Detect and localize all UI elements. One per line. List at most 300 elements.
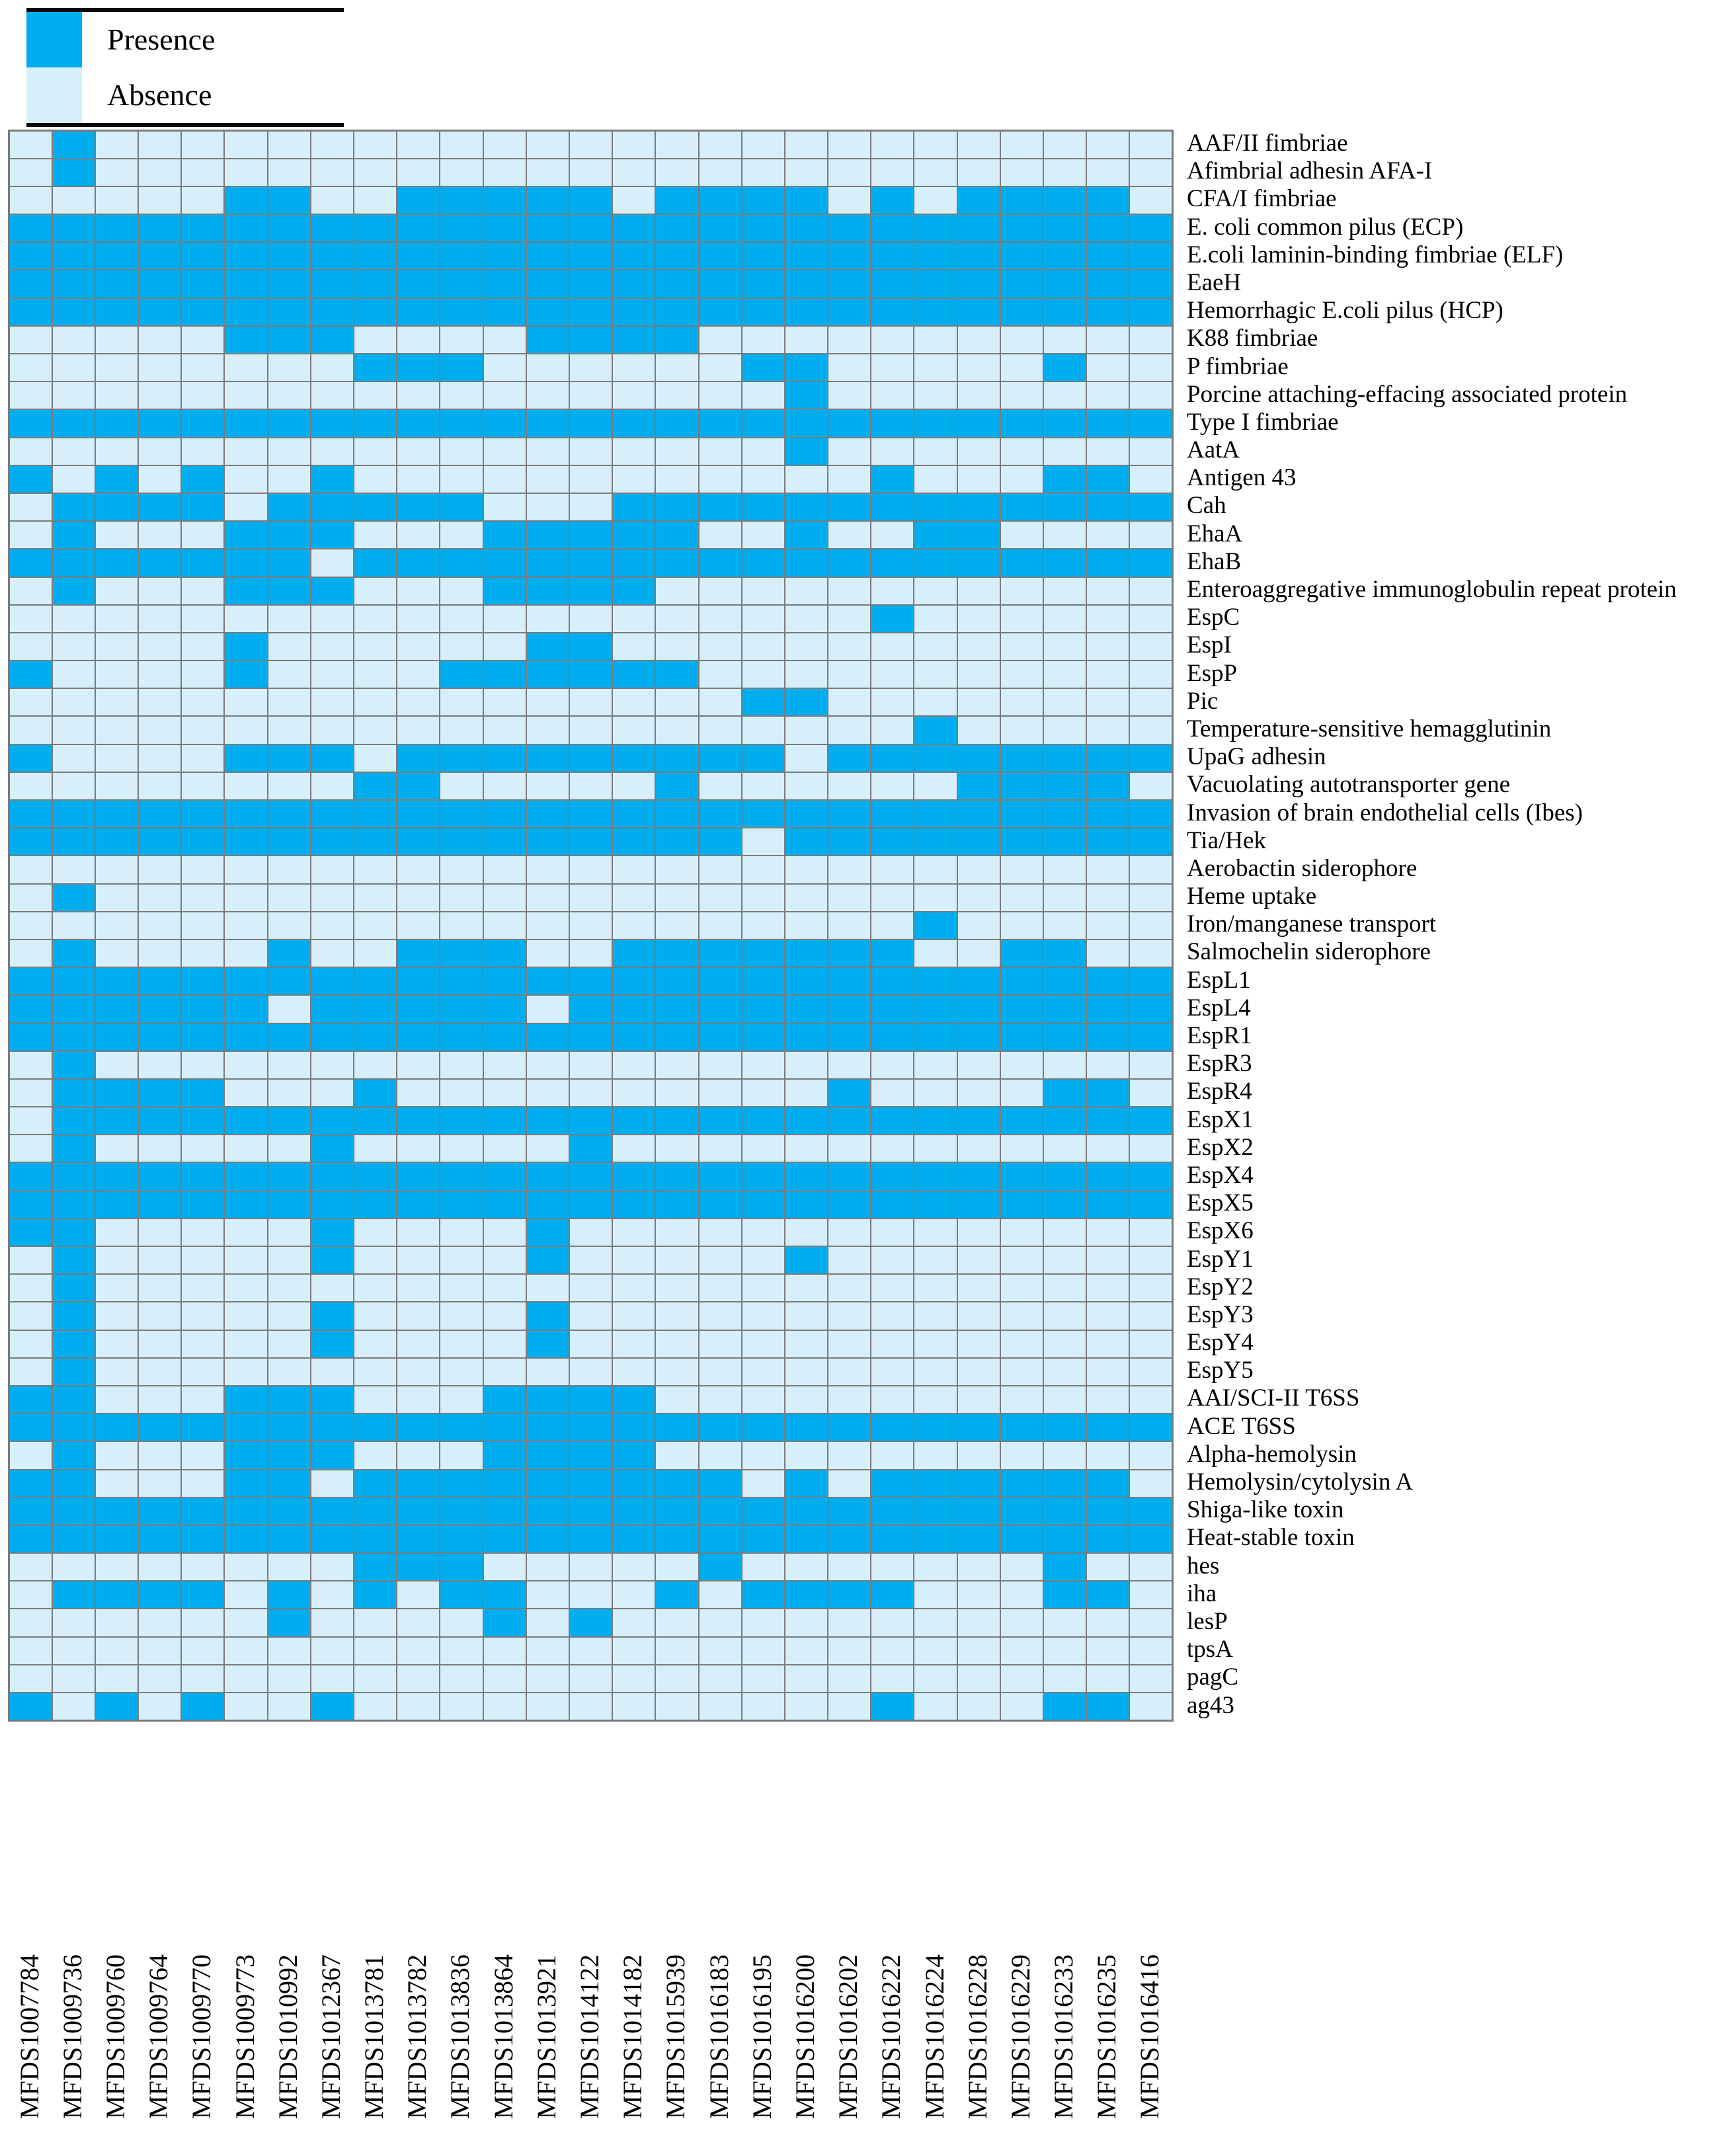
heatmap-cell[interactable] xyxy=(699,549,742,577)
heatmap-cell[interactable] xyxy=(742,967,785,995)
heatmap-cell[interactable] xyxy=(181,270,224,298)
heatmap-cell[interactable] xyxy=(612,1386,655,1414)
heatmap-cell[interactable] xyxy=(914,1665,957,1693)
heatmap-cell[interactable] xyxy=(1043,912,1086,939)
heatmap-cell[interactable] xyxy=(957,354,1000,381)
heatmap-cell[interactable] xyxy=(612,1441,655,1469)
heatmap-cell[interactable] xyxy=(52,939,95,967)
heatmap-cell[interactable] xyxy=(9,939,52,967)
heatmap-cell[interactable] xyxy=(138,493,181,521)
heatmap-cell[interactable] xyxy=(957,744,1000,772)
heatmap-cell[interactable] xyxy=(569,856,612,883)
heatmap-cell[interactable] xyxy=(95,1162,138,1190)
heatmap-cell[interactable] xyxy=(785,465,828,493)
heatmap-cell[interactable] xyxy=(914,1637,957,1665)
heatmap-cell[interactable] xyxy=(526,354,569,381)
heatmap-cell[interactable] xyxy=(95,995,138,1023)
heatmap-cell[interactable] xyxy=(224,1693,267,1720)
heatmap-cell[interactable] xyxy=(742,214,785,242)
heatmap-cell[interactable] xyxy=(1000,1107,1043,1135)
heatmap-cell[interactable] xyxy=(1086,884,1129,912)
heatmap-cell[interactable] xyxy=(957,1386,1000,1414)
heatmap-cell[interactable] xyxy=(483,660,526,688)
heatmap-cell[interactable] xyxy=(569,493,612,521)
heatmap-cell[interactable] xyxy=(828,633,871,660)
heatmap-cell[interactable] xyxy=(526,716,569,744)
heatmap-cell[interactable] xyxy=(181,1302,224,1330)
heatmap-cell[interactable] xyxy=(785,577,828,605)
heatmap-cell[interactable] xyxy=(699,1581,742,1609)
heatmap-cell[interactable] xyxy=(311,967,354,995)
heatmap-cell[interactable] xyxy=(1086,465,1129,493)
heatmap-cell[interactable] xyxy=(95,549,138,577)
heatmap-cell[interactable] xyxy=(311,1107,354,1135)
heatmap-cell[interactable] xyxy=(397,1218,440,1246)
heatmap-cell[interactable] xyxy=(1129,242,1172,270)
heatmap-cell[interactable] xyxy=(397,381,440,409)
heatmap-cell[interactable] xyxy=(52,131,95,159)
heatmap-cell[interactable] xyxy=(655,1330,698,1358)
heatmap-cell[interactable] xyxy=(138,1386,181,1414)
heatmap-cell[interactable] xyxy=(742,772,785,800)
heatmap-cell[interactable] xyxy=(354,1441,397,1469)
heatmap-cell[interactable] xyxy=(871,438,914,465)
heatmap-cell[interactable] xyxy=(699,438,742,465)
heatmap-cell[interactable] xyxy=(138,605,181,633)
heatmap-cell[interactable] xyxy=(483,270,526,298)
heatmap-cell[interactable] xyxy=(612,186,655,214)
heatmap-cell[interactable] xyxy=(785,1665,828,1693)
heatmap-cell[interactable] xyxy=(354,772,397,800)
heatmap-cell[interactable] xyxy=(569,465,612,493)
heatmap-cell[interactable] xyxy=(655,884,698,912)
heatmap-cell[interactable] xyxy=(9,828,52,856)
heatmap-cell[interactable] xyxy=(224,1637,267,1665)
heatmap-cell[interactable] xyxy=(699,1162,742,1190)
heatmap-cell[interactable] xyxy=(1129,605,1172,633)
heatmap-cell[interactable] xyxy=(311,1330,354,1358)
heatmap-cell[interactable] xyxy=(1043,1665,1086,1693)
heatmap-cell[interactable] xyxy=(569,1162,612,1190)
heatmap-cell[interactable] xyxy=(1000,939,1043,967)
heatmap-cell[interactable] xyxy=(785,326,828,354)
heatmap-cell[interactable] xyxy=(95,1609,138,1636)
heatmap-cell[interactable] xyxy=(224,438,267,465)
heatmap-cell[interactable] xyxy=(785,521,828,549)
heatmap-cell[interactable] xyxy=(957,856,1000,883)
heatmap-cell[interactable] xyxy=(483,1637,526,1665)
heatmap-cell[interactable] xyxy=(1000,326,1043,354)
heatmap-cell[interactable] xyxy=(569,1441,612,1469)
heatmap-cell[interactable] xyxy=(268,995,311,1023)
heatmap-cell[interactable] xyxy=(138,159,181,186)
heatmap-cell[interactable] xyxy=(699,688,742,716)
heatmap-cell[interactable] xyxy=(224,1665,267,1693)
heatmap-cell[interactable] xyxy=(871,1358,914,1386)
heatmap-cell[interactable] xyxy=(397,605,440,633)
heatmap-cell[interactable] xyxy=(612,605,655,633)
heatmap-cell[interactable] xyxy=(268,1386,311,1414)
heatmap-cell[interactable] xyxy=(9,214,52,242)
heatmap-cell[interactable] xyxy=(52,521,95,549)
heatmap-cell[interactable] xyxy=(268,688,311,716)
heatmap-cell[interactable] xyxy=(914,1693,957,1720)
heatmap-cell[interactable] xyxy=(742,605,785,633)
heatmap-cell[interactable] xyxy=(1043,549,1086,577)
heatmap-cell[interactable] xyxy=(440,1302,483,1330)
heatmap-cell[interactable] xyxy=(1043,465,1086,493)
heatmap-cell[interactable] xyxy=(483,326,526,354)
heatmap-cell[interactable] xyxy=(655,605,698,633)
heatmap-cell[interactable] xyxy=(224,1302,267,1330)
heatmap-cell[interactable] xyxy=(181,1525,224,1553)
heatmap-cell[interactable] xyxy=(914,688,957,716)
heatmap-cell[interactable] xyxy=(311,1274,354,1302)
heatmap-cell[interactable] xyxy=(440,1609,483,1636)
heatmap-cell[interactable] xyxy=(138,1441,181,1469)
heatmap-cell[interactable] xyxy=(742,1441,785,1469)
heatmap-cell[interactable] xyxy=(1000,242,1043,270)
heatmap-cell[interactable] xyxy=(526,939,569,967)
heatmap-cell[interactable] xyxy=(181,1191,224,1218)
heatmap-cell[interactable] xyxy=(268,1637,311,1665)
heatmap-cell[interactable] xyxy=(569,1693,612,1720)
heatmap-cell[interactable] xyxy=(311,1246,354,1274)
heatmap-cell[interactable] xyxy=(1129,1274,1172,1302)
heatmap-cell[interactable] xyxy=(526,1162,569,1190)
heatmap-cell[interactable] xyxy=(95,744,138,772)
heatmap-cell[interactable] xyxy=(268,1218,311,1246)
heatmap-cell[interactable] xyxy=(224,995,267,1023)
heatmap-cell[interactable] xyxy=(957,1191,1000,1218)
heatmap-cell[interactable] xyxy=(828,354,871,381)
heatmap-cell[interactable] xyxy=(785,995,828,1023)
heatmap-cell[interactable] xyxy=(1043,856,1086,883)
heatmap-cell[interactable] xyxy=(612,1665,655,1693)
heatmap-cell[interactable] xyxy=(483,381,526,409)
heatmap-cell[interactable] xyxy=(52,270,95,298)
heatmap-cell[interactable] xyxy=(699,1107,742,1135)
heatmap-cell[interactable] xyxy=(1086,800,1129,828)
heatmap-cell[interactable] xyxy=(612,1358,655,1386)
heatmap-cell[interactable] xyxy=(742,660,785,688)
heatmap-cell[interactable] xyxy=(742,1581,785,1609)
heatmap-cell[interactable] xyxy=(397,800,440,828)
heatmap-cell[interactable] xyxy=(699,1051,742,1079)
heatmap-cell[interactable] xyxy=(1129,298,1172,326)
heatmap-cell[interactable] xyxy=(742,1135,785,1162)
heatmap-cell[interactable] xyxy=(224,1497,267,1525)
heatmap-cell[interactable] xyxy=(1086,912,1129,939)
heatmap-cell[interactable] xyxy=(526,884,569,912)
heatmap-cell[interactable] xyxy=(1129,1051,1172,1079)
heatmap-cell[interactable] xyxy=(95,884,138,912)
heatmap-cell[interactable] xyxy=(569,1051,612,1079)
heatmap-cell[interactable] xyxy=(52,633,95,660)
heatmap-cell[interactable] xyxy=(397,744,440,772)
heatmap-cell[interactable] xyxy=(268,1609,311,1636)
heatmap-cell[interactable] xyxy=(181,1135,224,1162)
heatmap-cell[interactable] xyxy=(397,1051,440,1079)
heatmap-cell[interactable] xyxy=(397,186,440,214)
heatmap-cell[interactable] xyxy=(9,1358,52,1386)
heatmap-cell[interactable] xyxy=(224,298,267,326)
heatmap-cell[interactable] xyxy=(699,186,742,214)
heatmap-cell[interactable] xyxy=(1086,1358,1129,1386)
heatmap-cell[interactable] xyxy=(95,1191,138,1218)
heatmap-cell[interactable] xyxy=(397,1246,440,1274)
heatmap-cell[interactable] xyxy=(742,884,785,912)
heatmap-cell[interactable] xyxy=(1129,884,1172,912)
heatmap-cell[interactable] xyxy=(1043,1051,1086,1079)
heatmap-cell[interactable] xyxy=(785,1330,828,1358)
heatmap-cell[interactable] xyxy=(957,1135,1000,1162)
heatmap-cell[interactable] xyxy=(138,1079,181,1107)
heatmap-cell[interactable] xyxy=(1000,1581,1043,1609)
heatmap-cell[interactable] xyxy=(785,1525,828,1553)
heatmap-cell[interactable] xyxy=(440,242,483,270)
heatmap-cell[interactable] xyxy=(1129,772,1172,800)
heatmap-cell[interactable] xyxy=(181,716,224,744)
heatmap-cell[interactable] xyxy=(354,1107,397,1135)
heatmap-cell[interactable] xyxy=(1086,1553,1129,1581)
heatmap-cell[interactable] xyxy=(1086,1414,1129,1441)
heatmap-cell[interactable] xyxy=(268,131,311,159)
heatmap-cell[interactable] xyxy=(914,1246,957,1274)
heatmap-cell[interactable] xyxy=(914,465,957,493)
heatmap-cell[interactable] xyxy=(655,633,698,660)
heatmap-cell[interactable] xyxy=(526,1386,569,1414)
heatmap-cell[interactable] xyxy=(526,1302,569,1330)
heatmap-cell[interactable] xyxy=(95,1246,138,1274)
heatmap-cell[interactable] xyxy=(311,772,354,800)
heatmap-cell[interactable] xyxy=(526,242,569,270)
heatmap-cell[interactable] xyxy=(1000,1441,1043,1469)
heatmap-cell[interactable] xyxy=(655,1079,698,1107)
heatmap-cell[interactable] xyxy=(957,939,1000,967)
heatmap-cell[interactable] xyxy=(397,1665,440,1693)
heatmap-cell[interactable] xyxy=(311,856,354,883)
heatmap-cell[interactable] xyxy=(655,995,698,1023)
heatmap-cell[interactable] xyxy=(1000,828,1043,856)
heatmap-cell[interactable] xyxy=(1129,438,1172,465)
heatmap-cell[interactable] xyxy=(52,1470,95,1497)
heatmap-cell[interactable] xyxy=(612,1330,655,1358)
heatmap-cell[interactable] xyxy=(397,772,440,800)
heatmap-cell[interactable] xyxy=(1129,381,1172,409)
heatmap-cell[interactable] xyxy=(569,521,612,549)
heatmap-cell[interactable] xyxy=(957,660,1000,688)
heatmap-cell[interactable] xyxy=(699,1414,742,1441)
heatmap-cell[interactable] xyxy=(483,1358,526,1386)
heatmap-cell[interactable] xyxy=(268,633,311,660)
heatmap-cell[interactable] xyxy=(224,633,267,660)
heatmap-cell[interactable] xyxy=(138,270,181,298)
heatmap-cell[interactable] xyxy=(311,577,354,605)
heatmap-cell[interactable] xyxy=(1086,1191,1129,1218)
heatmap-cell[interactable] xyxy=(483,744,526,772)
heatmap-cell[interactable] xyxy=(483,605,526,633)
heatmap-cell[interactable] xyxy=(52,159,95,186)
heatmap-cell[interactable] xyxy=(871,549,914,577)
heatmap-cell[interactable] xyxy=(52,1581,95,1609)
heatmap-cell[interactable] xyxy=(1086,1302,1129,1330)
heatmap-cell[interactable] xyxy=(612,326,655,354)
heatmap-cell[interactable] xyxy=(1043,1386,1086,1414)
heatmap-cell[interactable] xyxy=(397,1358,440,1386)
heatmap-cell[interactable] xyxy=(655,1609,698,1636)
heatmap-cell[interactable] xyxy=(224,354,267,381)
heatmap-cell[interactable] xyxy=(1000,995,1043,1023)
heatmap-cell[interactable] xyxy=(742,1051,785,1079)
heatmap-cell[interactable] xyxy=(181,1330,224,1358)
heatmap-cell[interactable] xyxy=(957,326,1000,354)
heatmap-cell[interactable] xyxy=(138,409,181,437)
heatmap-cell[interactable] xyxy=(612,660,655,688)
heatmap-cell[interactable] xyxy=(742,1107,785,1135)
heatmap-cell[interactable] xyxy=(1129,660,1172,688)
heatmap-cell[interactable] xyxy=(138,1051,181,1079)
heatmap-cell[interactable] xyxy=(914,1386,957,1414)
heatmap-cell[interactable] xyxy=(569,772,612,800)
heatmap-cell[interactable] xyxy=(9,995,52,1023)
heatmap-cell[interactable] xyxy=(268,660,311,688)
heatmap-cell[interactable] xyxy=(224,409,267,437)
heatmap-cell[interactable] xyxy=(9,1441,52,1469)
heatmap-cell[interactable] xyxy=(224,1162,267,1190)
heatmap-cell[interactable] xyxy=(95,1330,138,1358)
heatmap-cell[interactable] xyxy=(9,354,52,381)
heatmap-cell[interactable] xyxy=(828,131,871,159)
heatmap-cell[interactable] xyxy=(440,131,483,159)
heatmap-cell[interactable] xyxy=(52,298,95,326)
heatmap-cell[interactable] xyxy=(526,577,569,605)
heatmap-cell[interactable] xyxy=(1086,1497,1129,1525)
heatmap-cell[interactable] xyxy=(957,1358,1000,1386)
heatmap-cell[interactable] xyxy=(95,1218,138,1246)
heatmap-cell[interactable] xyxy=(95,1665,138,1693)
heatmap-cell[interactable] xyxy=(354,1246,397,1274)
heatmap-cell[interactable] xyxy=(354,1609,397,1636)
heatmap-cell[interactable] xyxy=(354,995,397,1023)
heatmap-cell[interactable] xyxy=(311,716,354,744)
heatmap-cell[interactable] xyxy=(311,465,354,493)
heatmap-cell[interactable] xyxy=(181,1218,224,1246)
heatmap-cell[interactable] xyxy=(52,409,95,437)
heatmap-cell[interactable] xyxy=(957,1107,1000,1135)
heatmap-cell[interactable] xyxy=(914,939,957,967)
heatmap-cell[interactable] xyxy=(1086,744,1129,772)
heatmap-cell[interactable] xyxy=(268,1358,311,1386)
heatmap-cell[interactable] xyxy=(483,1441,526,1469)
heatmap-cell[interactable] xyxy=(397,884,440,912)
heatmap-cell[interactable] xyxy=(95,242,138,270)
heatmap-cell[interactable] xyxy=(181,186,224,214)
heatmap-cell[interactable] xyxy=(52,716,95,744)
heatmap-cell[interactable] xyxy=(268,159,311,186)
heatmap-cell[interactable] xyxy=(526,326,569,354)
heatmap-cell[interactable] xyxy=(397,1470,440,1497)
heatmap-cell[interactable] xyxy=(1043,242,1086,270)
heatmap-cell[interactable] xyxy=(828,214,871,242)
heatmap-cell[interactable] xyxy=(742,242,785,270)
heatmap-cell[interactable] xyxy=(268,493,311,521)
heatmap-cell[interactable] xyxy=(655,1135,698,1162)
heatmap-cell[interactable] xyxy=(1129,1246,1172,1274)
heatmap-cell[interactable] xyxy=(742,800,785,828)
heatmap-cell[interactable] xyxy=(612,214,655,242)
heatmap-cell[interactable] xyxy=(397,1135,440,1162)
heatmap-cell[interactable] xyxy=(268,1135,311,1162)
heatmap-cell[interactable] xyxy=(440,1553,483,1581)
heatmap-cell[interactable] xyxy=(1000,354,1043,381)
heatmap-cell[interactable] xyxy=(914,995,957,1023)
heatmap-cell[interactable] xyxy=(1000,270,1043,298)
heatmap-cell[interactable] xyxy=(1086,660,1129,688)
heatmap-cell[interactable] xyxy=(1000,1191,1043,1218)
heatmap-cell[interactable] xyxy=(138,521,181,549)
heatmap-cell[interactable] xyxy=(1129,1553,1172,1581)
heatmap-cell[interactable] xyxy=(914,493,957,521)
heatmap-cell[interactable] xyxy=(871,1191,914,1218)
heatmap-cell[interactable] xyxy=(742,1274,785,1302)
heatmap-cell[interactable] xyxy=(957,1051,1000,1079)
heatmap-cell[interactable] xyxy=(526,131,569,159)
heatmap-cell[interactable] xyxy=(655,159,698,186)
heatmap-cell[interactable] xyxy=(268,1497,311,1525)
heatmap-cell[interactable] xyxy=(569,884,612,912)
heatmap-cell[interactable] xyxy=(871,1107,914,1135)
heatmap-cell[interactable] xyxy=(655,1051,698,1079)
heatmap-cell[interactable] xyxy=(1000,1665,1043,1693)
heatmap-cell[interactable] xyxy=(181,1693,224,1720)
heatmap-cell[interactable] xyxy=(95,409,138,437)
heatmap-cell[interactable] xyxy=(181,912,224,939)
heatmap-cell[interactable] xyxy=(1129,1693,1172,1720)
heatmap-cell[interactable] xyxy=(612,1302,655,1330)
heatmap-cell[interactable] xyxy=(52,967,95,995)
heatmap-cell[interactable] xyxy=(785,1553,828,1581)
heatmap-cell[interactable] xyxy=(526,465,569,493)
heatmap-cell[interactable] xyxy=(354,381,397,409)
heatmap-cell[interactable] xyxy=(311,1497,354,1525)
heatmap-cell[interactable] xyxy=(871,1525,914,1553)
heatmap-cell[interactable] xyxy=(742,1665,785,1693)
heatmap-cell[interactable] xyxy=(612,1051,655,1079)
heatmap-cell[interactable] xyxy=(699,131,742,159)
heatmap-cell[interactable] xyxy=(9,186,52,214)
heatmap-cell[interactable] xyxy=(569,1135,612,1162)
heatmap-cell[interactable] xyxy=(526,856,569,883)
heatmap-cell[interactable] xyxy=(526,912,569,939)
heatmap-cell[interactable] xyxy=(655,744,698,772)
heatmap-cell[interactable] xyxy=(354,967,397,995)
heatmap-cell[interactable] xyxy=(181,242,224,270)
heatmap-cell[interactable] xyxy=(828,995,871,1023)
heatmap-cell[interactable] xyxy=(224,1609,267,1636)
heatmap-cell[interactable] xyxy=(440,1107,483,1135)
heatmap-cell[interactable] xyxy=(9,1693,52,1720)
heatmap-cell[interactable] xyxy=(871,1079,914,1107)
heatmap-cell[interactable] xyxy=(569,131,612,159)
heatmap-cell[interactable] xyxy=(1086,605,1129,633)
heatmap-cell[interactable] xyxy=(95,772,138,800)
heatmap-cell[interactable] xyxy=(742,633,785,660)
heatmap-cell[interactable] xyxy=(1086,688,1129,716)
heatmap-cell[interactable] xyxy=(1086,549,1129,577)
heatmap-cell[interactable] xyxy=(354,214,397,242)
heatmap-cell[interactable] xyxy=(526,1358,569,1386)
